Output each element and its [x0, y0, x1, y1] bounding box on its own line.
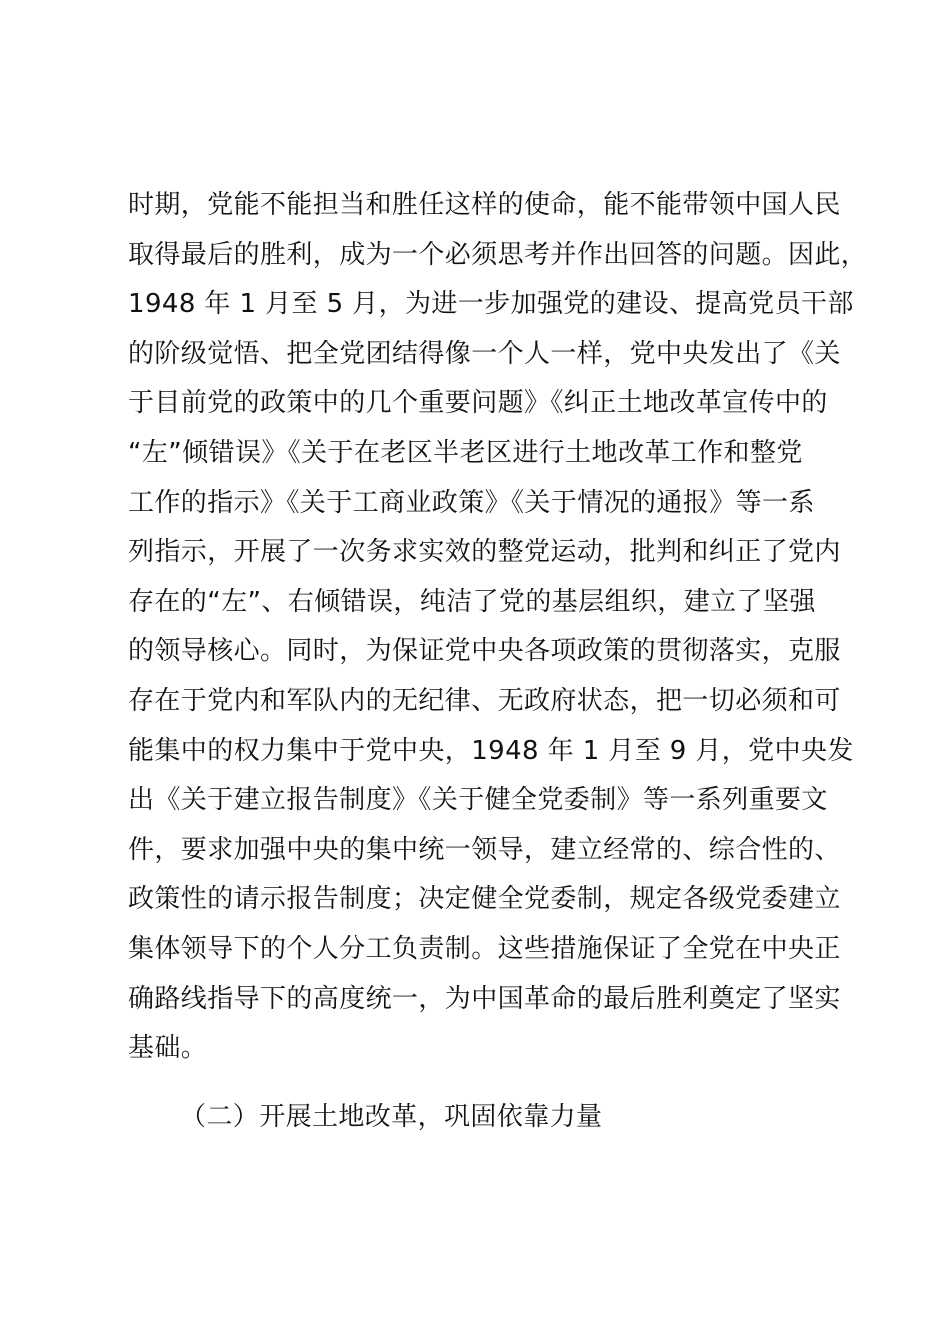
paragraph-line-9: 存在的“左”、右倾错误，纯洁了党的基层组织，建立了坚强: [128, 586, 816, 617]
paragraph-line-15: 政策性的请示报告制度；决定健全党委制，规定各级党委建立: [128, 884, 841, 915]
paragraph-line-5: 于目前党的政策中的几个重要问题》《纠正土地改革宣传中的: [128, 388, 828, 419]
paragraph-line-1: 时期，党能不能担当和胜任这样的使命，能不能带领中国人民: [128, 190, 841, 220]
paragraph-line-10: 的领导核心。同时，为保证党中央各项政策的贯彻落实，克服: [128, 636, 841, 667]
paragraph-line-17: 确路线指导下的高度统一，为中国革命的最后胜利奠定了坚实: [128, 983, 841, 1014]
paragraph-line-11: 存在于党内和军队内的无纪律、无政府状态，把一切必须和可: [128, 685, 841, 716]
paragraph-line-8: 列指示，开展了一次务求实效的整党运动，批判和纠正了党内: [128, 537, 841, 568]
body-paragraph: [128, 181, 868, 1074]
paragraph-line-13: 出《关于建立报告制度》《关于健全党委制》等一系列重要文: [128, 785, 828, 816]
paragraph-line-2: 取得最后的胜利，成为一个必须思考并作出回答的问题。因此，: [128, 239, 868, 270]
paragraph-line-12: 能集中的权力集中于党中央，1948 年 1 月至 9 月，党中央发: [128, 735, 854, 766]
paragraph-line-18: 基础。: [128, 1033, 208, 1064]
paragraph-line-3: 1948 年 1 月至 5 月，为进一步加强党的建设、提高党员干部: [128, 289, 854, 320]
paragraph-line-16: 集体领导下的个人分工负责制。这些措施保证了全党在中央正: [128, 933, 841, 964]
paragraph-line-6: “左”倾错误》《关于在老区半老区进行土地改革工作和整党: [128, 437, 803, 468]
paragraph-line-4: 的阶级觉悟、把全党团结得像一个人一样，党中央发出了《关: [128, 338, 841, 369]
paragraph-line-7: 工作的指示》《关于工商业政策》《关于情况的通报》等一系: [128, 487, 815, 518]
paragraph-line-14: 件，要求加强中央的集中统一领导，建立经常的、综合性的、: [128, 834, 841, 865]
section-heading: （二）开展土地改革，巩固依靠力量: [180, 1102, 603, 1132]
